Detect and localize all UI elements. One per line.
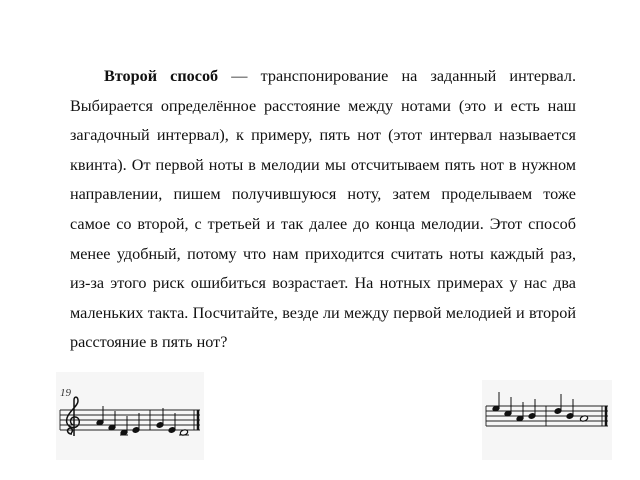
music-staff-first [56,372,204,460]
paragraph-lead: Второй способ [104,67,219,85]
paragraph-body: — транспонирование на заданный интервал. Выбирается определённое расстояние между нотами (это и есть наш загадочный интервал), к примеру, пять нот (этот интервал называется квинта). От первой ноты в мелодии мы отсчитываем пять нот в нужном направлении, пишем получившуюся ноту, затем проделываем тоже самое со второй, с третьей и так далее до конца мелодии. Этот способ менее удобный, потому что нам приходится считать ноты каждый раз, из-за этого риск ошибиться возрастает. На нотных примерах у нас два маленьких такта. Посчитайте, везде ли между первой мелодией и второй расстояние в пять нот? [70,67,576,352]
example-number: 19 [60,387,71,399]
staff-lines [60,410,200,430]
music-example-first [56,372,204,460]
music-staff-icon [482,380,612,460]
staff-lines [486,406,608,426]
notes-first [96,406,198,436]
transposition-paragraph [70,62,576,358]
music-example-second [482,380,612,460]
